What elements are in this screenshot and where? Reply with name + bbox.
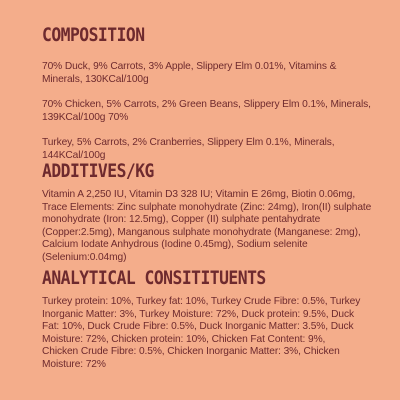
- analytical-heading: ANALYTICAL CONSITITUENTS: [42, 267, 266, 289]
- analytical-text: Turkey protein: 10%, Turkey fat: 10%, Turkey Crude Fibre: 0.5%, Turkey Inorganic Matter: 3%, Turkey Moisture: 72%, Duck protein: 9.5%, Duck Fat: 10%, Duck Crude Fibre: 0.5%, Duck Inorganic Matter: 3.5%, Duck Moisture: 72%, Chicken protein: 10%, Chicken Fat Content: 9%, Chicken Crude Fibre: 0.5%, Chicken Inorganic Matter: 3%, Chicken Moisture: 72%: [42, 296, 361, 370]
- composition-heading: COMPOSITION: [42, 24, 145, 46]
- composition-duck-text: 70% Duck, 9% Carrots, 3% Apple, Slippery Elm 0.01%, Vitamins & Minerals, 130KCal/100g: [42, 61, 337, 85]
- additives-section: [42, 160, 372, 265]
- composition-turkey-text: Turkey, 5% Carrots, 2% Cranberries, Slippery Elm 0.1%, Minerals, 144KCal/100g: [42, 137, 335, 161]
- composition-chicken-text: 70% Chicken, 5% Carrots, 2% Green Beans, Slippery Elm 0.1%, Minerals, 139KCal/100g 70%: [42, 99, 371, 123]
- composition-section: [42, 24, 372, 176]
- additives-text: Vitamin A 2,250 IU, Vitamin D3 328 IU; Vitamin E 26mg, Biotin 0.06mg, Trace Elements: Zinc sulphate monohydrate (Zinc: 24mg), Iron(II) sulphate monohydrate (Iron: 12.5mg), Copper (II) sulphate pentahydrate (Copper:2.5mg), Manganous sulphate monohydrate (Manganese: 2mg), Calcium Iodate Anhydrous (Iodine 0.45mg), Sodium selenite (Selenium:0.04mg): [42, 189, 372, 263]
- analytical-section: [42, 267, 362, 372]
- additives-heading: ADDITIVES/KG: [42, 160, 154, 182]
